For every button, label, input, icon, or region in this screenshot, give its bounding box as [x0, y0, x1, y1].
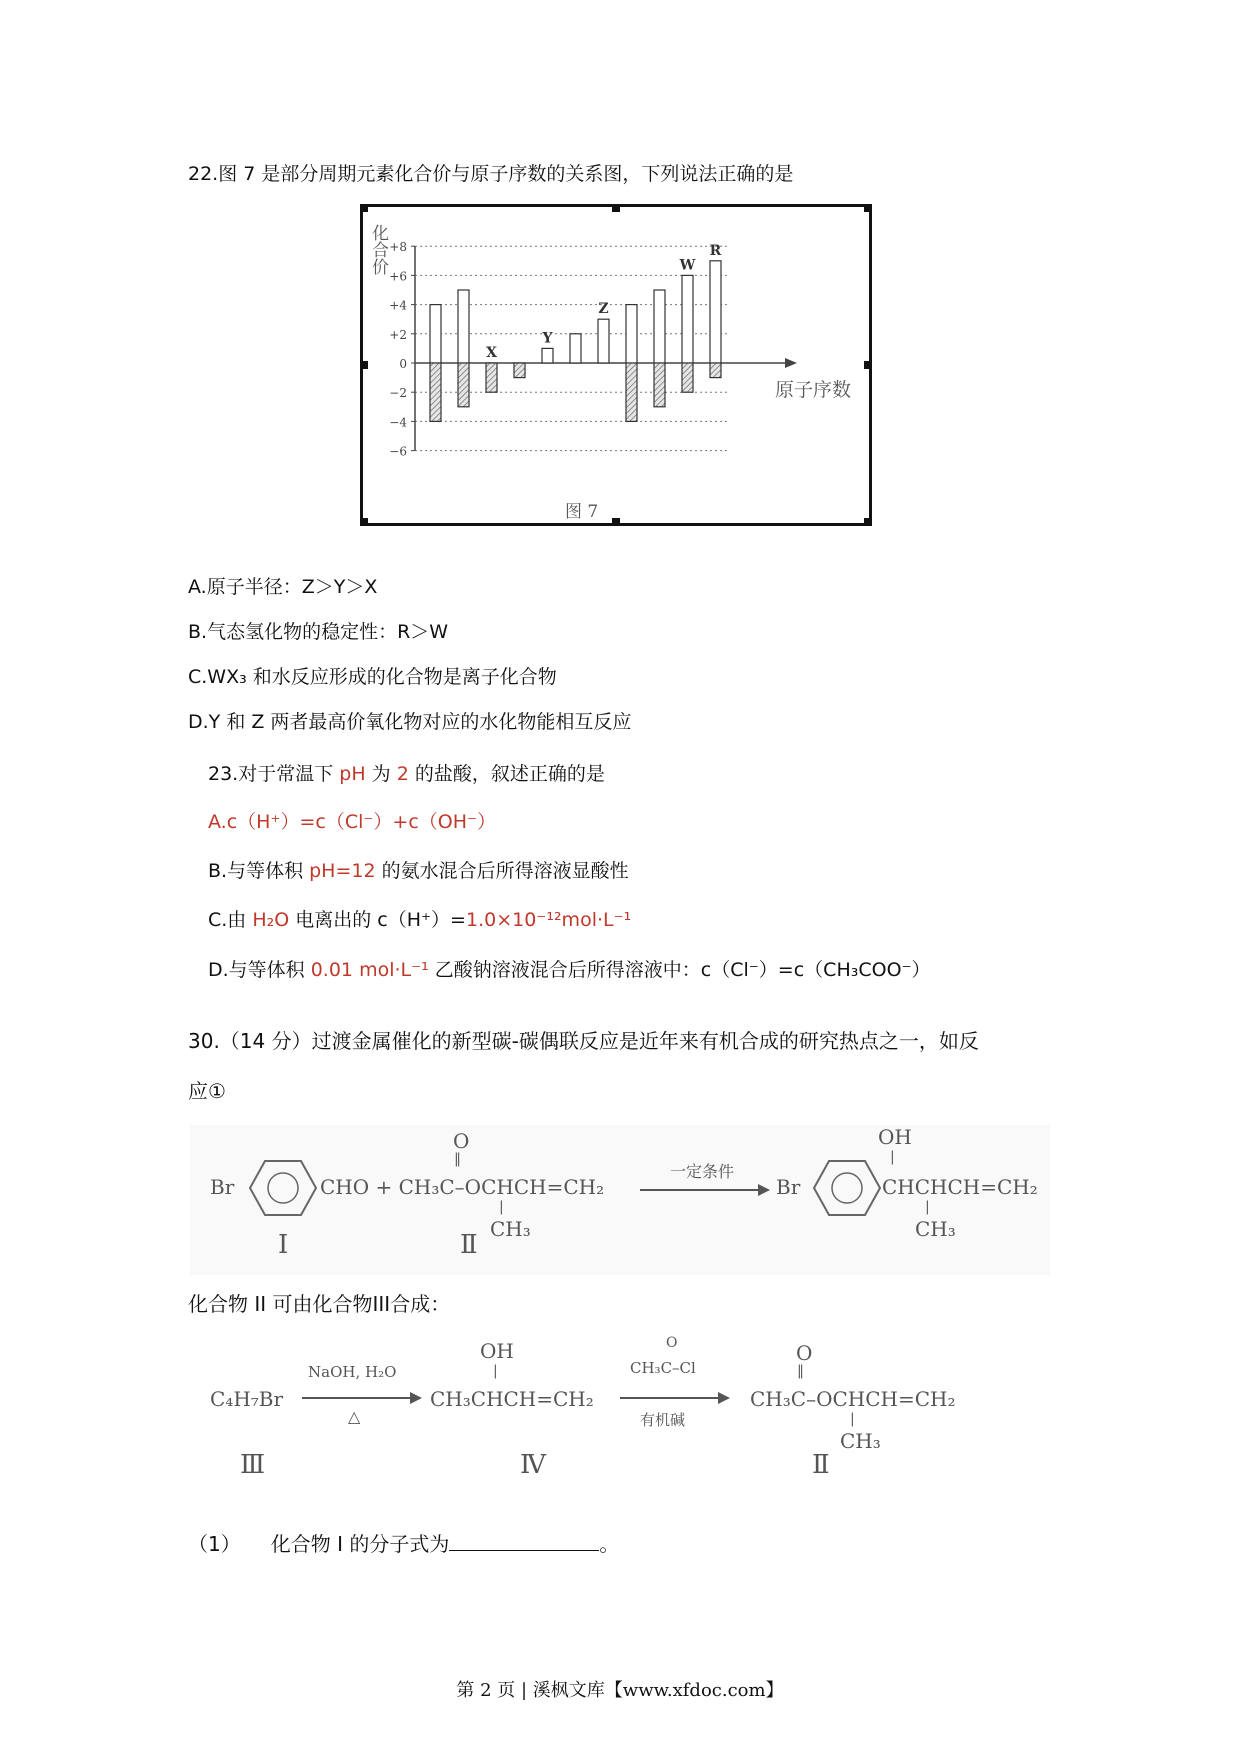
- bar-negative: [710, 363, 721, 378]
- q22-option-d: D.Y 和 Z 两者最高价氧化物对应的水化物能相互反应: [188, 711, 632, 733]
- resize-handle: [360, 204, 368, 212]
- product-ch3: CH₃: [915, 1217, 956, 1241]
- arrow-icon: [302, 1391, 422, 1405]
- benzene-ring-icon: [248, 1157, 318, 1219]
- chart-caption: 图 7: [565, 502, 599, 522]
- double-bond: ‖: [454, 1151, 461, 1167]
- condition-1-top: NaOH, H₂O: [308, 1363, 397, 1381]
- y-tick-label: −4: [389, 415, 407, 430]
- q22-option-a: A.原子半径：Z＞Y＞X: [188, 576, 378, 598]
- chart-y-label: 化合价: [368, 224, 388, 275]
- double-bond: ‖: [797, 1363, 804, 1379]
- resize-handle: [360, 361, 368, 369]
- product-chain: CHCHCH=CH₂: [882, 1175, 1038, 1199]
- bar-positive: [458, 290, 469, 363]
- answer-blank[interactable]: [449, 1530, 599, 1551]
- y-tick-label: 0: [399, 357, 407, 371]
- resize-handle: [864, 361, 872, 369]
- bar-negative: [654, 363, 665, 407]
- bond-line: |: [925, 1199, 930, 1215]
- point-label: X: [486, 345, 497, 361]
- bar-positive: [710, 261, 721, 363]
- compound-iv-oh: OH: [480, 1339, 514, 1363]
- compound-iv: CH₃CHCH=CH₂: [430, 1387, 594, 1411]
- y-tick-label: −2: [389, 386, 407, 401]
- compound-ii: CH₃C–OCHCH=CH₂: [750, 1387, 956, 1411]
- compound-label-ii: Ⅱ: [460, 1230, 478, 1260]
- resize-handle: [612, 518, 620, 526]
- q30-subquestion-1: （1） 化合物 I 的分子式为 。: [188, 1532, 620, 1556]
- substituent-ch3: CH₃: [490, 1217, 531, 1241]
- reactant-chain: CHO + CH₃C–OCHCH=CH₂: [320, 1175, 605, 1199]
- product-oh: OH: [878, 1125, 912, 1149]
- q22-option-c: C.WX₃ 和水反应形成的化合物是离子化合物: [188, 666, 557, 688]
- condition: 一定条件: [670, 1162, 735, 1181]
- bar-negative: [682, 363, 693, 392]
- resize-handle: [864, 204, 872, 212]
- chart-x-label: 原子序数: [775, 379, 852, 401]
- compound-label-iii: Ⅲ: [240, 1450, 266, 1480]
- condition-2-top: CH₃C–Cl: [630, 1359, 696, 1377]
- carbonyl-o: O: [453, 1129, 470, 1153]
- reaction-1: [190, 1125, 1050, 1275]
- bar-positive: [598, 319, 609, 363]
- compound-ii-o: O: [796, 1341, 813, 1365]
- page-footer: 第 2 页 | 溪枫文库【www.xfdoc.com】: [456, 1680, 784, 1701]
- bar-negative: [430, 363, 441, 421]
- bar-negative: [458, 363, 469, 407]
- y-tick-label: +8: [389, 240, 407, 255]
- q22-option-b: B.气态氢化物的稳定性：R＞W: [188, 621, 449, 643]
- q23-option-c: C.由 H₂O 电离出的 c（H⁺）=1.0×10⁻¹²mol·L⁻¹: [208, 909, 632, 931]
- reaction-2: [190, 1335, 1050, 1500]
- q23-stem: 23.对于常温下 pH 为 2 的盐酸，叙述正确的是: [208, 763, 605, 785]
- q23-option-a: A.c（H⁺）=c（Cl⁻）+c（OH⁻）: [208, 811, 497, 833]
- y-tick-label: +4: [389, 298, 407, 313]
- compound-iii: C₄H₇Br: [210, 1387, 284, 1411]
- compound-label-iv: Ⅳ: [520, 1450, 546, 1480]
- point-label: W: [679, 257, 696, 274]
- compound-label-ii: Ⅱ: [812, 1450, 830, 1480]
- y-tick-label: +2: [389, 327, 407, 342]
- bond-line: |: [499, 1199, 504, 1215]
- y-tick-label: +6: [389, 269, 407, 284]
- bar-positive: [542, 348, 553, 363]
- arrow-icon: [620, 1391, 730, 1405]
- figure-7-chart: [360, 204, 872, 526]
- q22-stem: 22.图 7 是部分周期元素化合价与原子序数的关系图，下列说法正确的是: [188, 163, 794, 185]
- bar-negative: [626, 363, 637, 421]
- bar-negative: [514, 363, 525, 378]
- q23-option-d: D.与等体积 0.01 mol·L⁻¹ 乙酸钠溶液混合后所得溶液中：c（Cl⁻）=c（CH₃COO⁻）: [208, 959, 931, 981]
- compound-ii-ch3: CH₃: [840, 1429, 881, 1453]
- y-tick-label: −6: [389, 444, 407, 459]
- bond-line: |: [890, 1149, 895, 1165]
- q30-stem-line1: 30.（14 分）过渡金属催化的新型碳-碳偶联反应是近年来有机合成的研究热点之一，如反: [188, 1029, 979, 1053]
- product-br: Br: [776, 1175, 801, 1199]
- reactant-br: Br: [210, 1175, 235, 1199]
- bar-positive: [570, 334, 581, 363]
- q30-stem-line2: 应①: [188, 1079, 226, 1103]
- resize-handle: [612, 204, 620, 212]
- q30-mid-text: 化合物 II 可由化合物III合成：: [188, 1292, 451, 1316]
- compound-label-i: Ⅰ: [278, 1230, 289, 1260]
- point-label: Z: [598, 301, 609, 318]
- bar-positive: [654, 290, 665, 363]
- resize-handle: [864, 518, 872, 526]
- point-label: R: [709, 242, 722, 259]
- arrow-icon: [640, 1183, 770, 1197]
- bar-negative: [486, 363, 497, 392]
- bar-positive: [430, 305, 441, 363]
- bar-positive: [682, 275, 693, 363]
- condition-2-bottom: 有机碱: [640, 1411, 686, 1429]
- bar-positive: [626, 305, 637, 363]
- q23-option-b: B.与等体积 pH=12 的氨水混合后所得溶液显酸性: [208, 860, 629, 882]
- resize-handle: [360, 518, 368, 526]
- bond-line: |: [493, 1363, 498, 1379]
- condition-1-bottom: △: [348, 1407, 361, 1426]
- point-label: Y: [542, 330, 553, 347]
- benzene-ring-icon: [812, 1157, 882, 1219]
- bond-line: |: [850, 1411, 855, 1427]
- condition-2-o: O: [666, 1335, 678, 1351]
